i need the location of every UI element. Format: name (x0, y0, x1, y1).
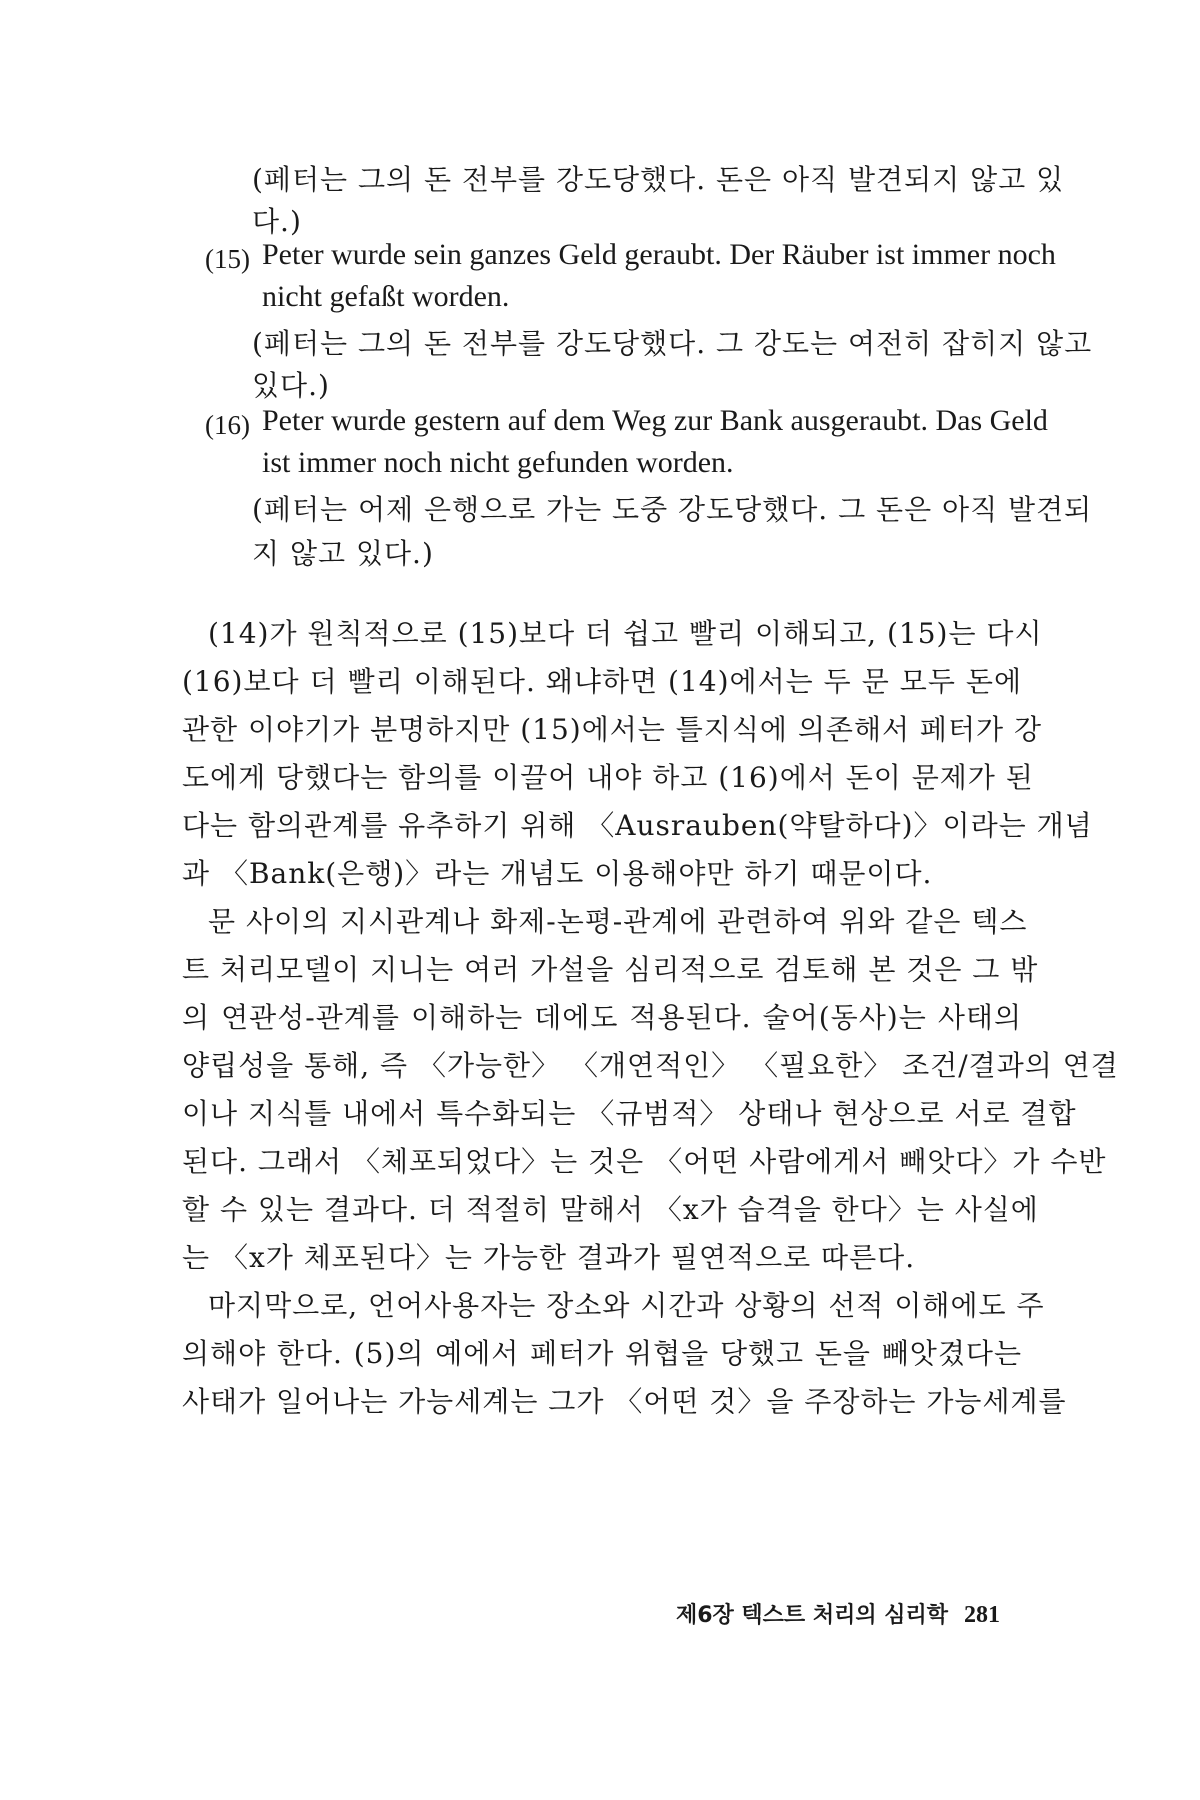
paragraph-line: (14)가 원칙적으로 (15)보다 더 쉽고 빨리 이해되고, (15)는 다시 (208, 617, 1043, 650)
paragraph-line: 사태가 일어나는 가능세계는 그가 〈어떤 것〉을 주장하는 가능세계를 (182, 1385, 1067, 1418)
paragraph-line: 된다. 그래서 〈체포되었다〉는 것은 〈어떤 사람에게서 빼앗다〉가 수반 (182, 1145, 1107, 1178)
paragraph-line: 과 〈Bank(은행)〉라는 개념도 이용해야만 하기 때문이다. (182, 857, 933, 890)
ex16-german-line-2: ist immer noch nicht gefunden worden. (262, 446, 734, 479)
paragraph-line: 의 연관성-관계를 이해하는 데에도 적용된다. 술어(동사)는 사태의 (182, 1001, 1022, 1034)
paragraph-line: 문 사이의 지시관계나 화제-논평-관계에 관련하여 위와 같은 텍스 (208, 905, 1028, 938)
paragraph-line: 의해야 한다. (5)의 예에서 페터가 위협을 당했고 돈을 빼앗겼다는 (182, 1337, 1022, 1370)
paragraph-line: 다는 함의관계를 유추하기 위해 〈Ausrauben(약탈하다)〉이라는 개념 (182, 809, 1093, 842)
paragraph-line: 마지막으로, 언어사용자는 장소와 시간과 상황의 선적 이해에도 주 (208, 1289, 1045, 1322)
ex15-german-line-1: Peter wurde sein ganzes Geld geraubt. Der Räuber ist immer noch (262, 238, 1056, 271)
ex15-translation-line-2: 있다.) (252, 369, 330, 402)
ex16-german-line-1: Peter wurde gestern auf dem Weg zur Bank ausgeraubt. Das Geld (262, 404, 1048, 437)
page-number: 281 (964, 1602, 1000, 1628)
ex15-translation-line-1: (페터는 그의 돈 전부를 강도당했다. 그 강도는 여전히 잡히지 않고 (252, 327, 1093, 360)
chapter-title: 제6장 텍스트 처리의 심리학 (675, 1603, 948, 1628)
paragraph-line: 이나 지식틀 내에서 특수화되는 〈규범적〉 상태나 현상으로 서로 결합 (182, 1097, 1077, 1130)
example-number-16: (16) (205, 410, 250, 440)
paragraph-line: (16)보다 더 빨리 이해된다. 왜냐하면 (14)에서는 두 문 모두 돈에 (182, 665, 1022, 698)
paragraph-line: 도에게 당했다는 함의를 이끌어 내야 하고 (16)에서 돈이 문제가 된 (182, 761, 1034, 794)
paragraph-line: 할 수 있는 결과다. 더 적절히 말해서 〈x가 습격을 한다〉는 사실에 (182, 1193, 1039, 1226)
ex15-german-line-2: nicht gefaßt worden. (262, 280, 510, 313)
ex16-translation-line-1: (페터는 어제 은행으로 가는 도중 강도당했다. 그 돈은 아직 발견되 (252, 493, 1093, 526)
ex16-translation-line-2: 지 않고 있다.) (252, 537, 434, 570)
paragraph-line: 관한 이야기가 분명하지만 (15)에서는 틀지식에 의존해서 페터가 강 (182, 713, 1043, 746)
paragraph-line: 트 처리모델이 지니는 여러 가설을 심리적으로 검토해 본 것은 그 밖 (182, 953, 1039, 986)
ex14-translation-line-1: (페터는 그의 돈 전부를 강도당했다. 돈은 아직 발견되지 않고 있 (252, 163, 1065, 196)
example-number-15: (15) (205, 244, 250, 274)
paragraph-line: 는 〈x가 체포된다〉는 가능한 결과가 필연적으로 따른다. (182, 1241, 916, 1274)
paragraph-line: 양립성을 통해, 즉 〈가능한〉 〈개연적인〉 〈필요한〉 조건/결과의 연결 (182, 1049, 1119, 1082)
ex14-translation-line-2: 다.) (252, 205, 302, 238)
running-footer (676, 1598, 1000, 1629)
